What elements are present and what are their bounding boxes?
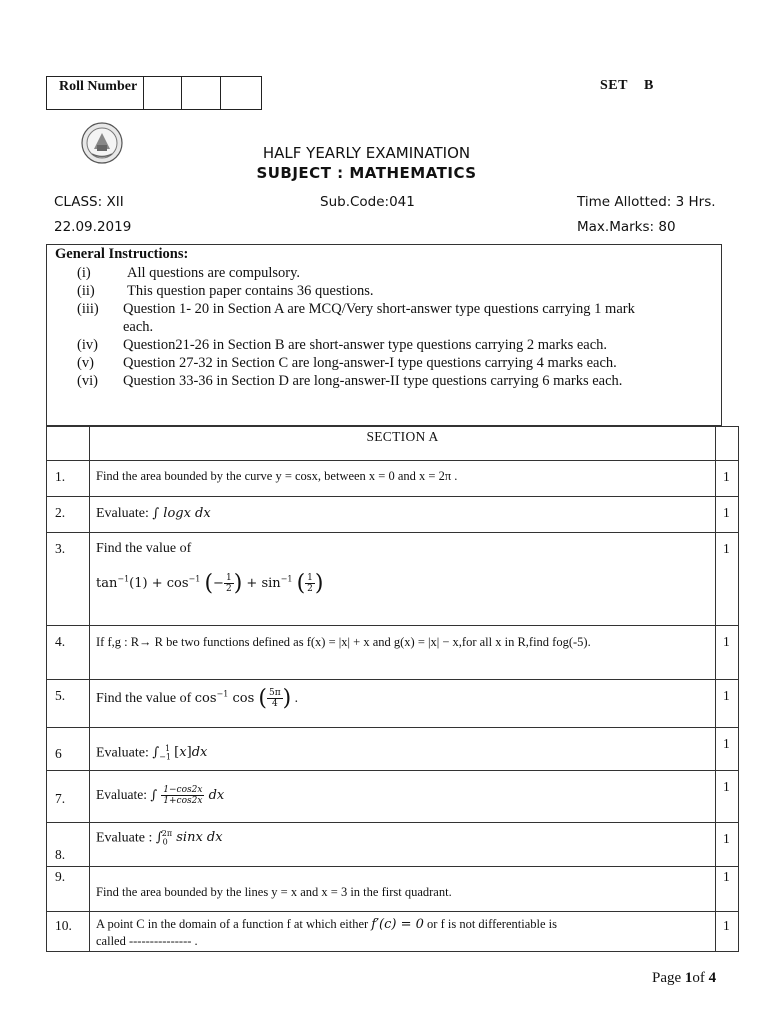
question-marks: 1	[716, 867, 739, 912]
set-value: B	[643, 78, 654, 93]
instruction-text: All questions are compulsory.	[127, 265, 301, 281]
page-prefix: Page	[652, 970, 685, 986]
class-label: CLASS: XII	[54, 194, 124, 210]
question-text	[90, 823, 716, 867]
exam-title: HALF YEARLY EXAMINATION	[262, 144, 471, 162]
table-row	[47, 533, 739, 626]
question-marks: 1	[716, 823, 739, 867]
math-expression: ∫ logx dx	[152, 506, 211, 521]
question-prefix: Evaluate :	[96, 830, 156, 846]
table-row	[47, 461, 739, 497]
question-number: 4.	[47, 626, 90, 680]
roll-number-label: Roll Number	[47, 77, 144, 109]
instruction-number: (iv)	[77, 337, 98, 353]
question-marks: 1	[716, 497, 739, 533]
exam-date: 22.09.2019	[54, 219, 132, 235]
instruction-number: (i)	[77, 265, 91, 281]
max-marks: Max.Marks: 80	[577, 219, 676, 235]
question-prefix: Evaluate:	[96, 506, 153, 521]
question-number: 9.	[47, 867, 90, 912]
roll-number-cell	[221, 77, 261, 109]
page-number	[652, 970, 716, 987]
table-row	[47, 497, 739, 533]
question-marks: 1	[716, 533, 739, 626]
roll-number-cell	[144, 77, 182, 109]
instruction-text: This question paper contains 36 questions.	[127, 283, 374, 299]
table-row	[47, 626, 739, 680]
table-row	[47, 680, 739, 728]
table-row	[47, 912, 739, 952]
instruction-number: (v)	[77, 355, 94, 371]
question-text	[90, 497, 716, 533]
question-text: Find the area bounded by the curve y = cosx, between x = 0 and x = 2π .	[90, 461, 716, 497]
instruction-text: Question 27-32 in Section C are long-answer-I type questions carrying 4 marks each.	[123, 355, 617, 371]
question-text	[90, 728, 716, 771]
question-prefix: Find the value of	[96, 691, 195, 706]
math-expression: $\cos^{-1} \cos$ ( $\frac{5\pi}{4}$ )	[194, 686, 292, 711]
instruction-number: (vi)	[77, 373, 98, 389]
table-row	[47, 771, 739, 823]
question-number: 3.	[47, 533, 90, 626]
instructions-heading: General Instructions:	[55, 246, 189, 262]
question-marks: 1	[716, 771, 739, 823]
question-suffix: .	[294, 690, 298, 705]
question-text-part: called --------------- .	[96, 934, 198, 948]
question-prefix: Evaluate:	[96, 745, 153, 761]
table-row	[47, 728, 739, 771]
math-expression: $\int_{-1}^1$ [x]dx	[152, 744, 208, 762]
questions-table	[46, 426, 739, 952]
question-text	[90, 533, 716, 626]
math-expression: f′(c) = 0	[371, 917, 424, 932]
question-text	[90, 680, 716, 728]
question-number: 10.	[47, 912, 90, 952]
section-title: SECTION A	[90, 427, 716, 461]
section-header-row	[47, 427, 739, 461]
empty-cell	[47, 427, 90, 461]
question-number: 1.	[47, 461, 90, 497]
question-number: 7.	[47, 771, 90, 823]
subject-code: Sub.Code:041	[320, 194, 415, 210]
instruction-number: (iii)	[77, 301, 99, 317]
math-expression: $\int_0^{2\pi}$ sinx dx	[155, 829, 223, 847]
set-label	[600, 78, 654, 94]
time-allotted: Time Allotted: 3 Hrs.	[577, 194, 716, 210]
question-number: 5.	[47, 680, 90, 728]
question-marks: 1	[716, 680, 739, 728]
question-number: 8.	[47, 823, 90, 867]
question-number: 6	[47, 728, 90, 771]
question-text: Find the area bounded by the lines y = x and x = 3 in the first quadrant.	[90, 867, 716, 912]
question-marks: 1	[716, 728, 739, 771]
page-total: 4	[708, 970, 717, 986]
subject-title: SUBJECT : MATHEMATICS	[256, 164, 477, 182]
table-row	[47, 867, 739, 912]
question-text-part: or f is not differentiable is	[423, 917, 557, 931]
roll-number-cell	[182, 77, 220, 109]
question-marks: 1	[716, 626, 739, 680]
set-label-text: SET	[600, 78, 628, 93]
instruction-text: Question 33-36 in Section D are long-answer-II type questions carrying 6 marks each.	[123, 373, 623, 389]
question-text	[90, 912, 716, 952]
instruction-text: Question 1- 20 in Section A are MCQ/Very short-answer type questions carrying 1 mark	[123, 301, 635, 317]
question-text-part: A point C in the domain of a function f at which either	[96, 917, 372, 931]
question-prefix: Evaluate:	[96, 787, 151, 802]
question-marks: 1	[716, 461, 739, 497]
page-current: 1	[684, 970, 693, 986]
question-text: If f,g : R→ R be two functions defined as f(x) = |x| + x and g(x) = |x| − x,for all x in R,find fog(-5).	[90, 626, 716, 680]
question-text	[90, 771, 716, 823]
question-marks: 1	[716, 912, 739, 952]
roll-number-box	[46, 76, 262, 110]
table-row	[47, 823, 739, 867]
page-of: of	[692, 970, 705, 986]
instruction-text: each.	[123, 319, 154, 335]
instruction-number: (ii)	[77, 283, 95, 299]
math-expression: ∫ $\frac{1-\cos 2x}{1+\cos 2x}$ dx	[150, 785, 225, 806]
math-expression: $\tan^{-1}(1) + \cos^{-1}$ (− $\frac{1}{2}$ ) + $\sin^{-1}$ ( $\frac{1}{2}$ )	[96, 571, 324, 596]
instruction-text: Question21-26 in Section B are short-answer type questions carrying 2 marks each.	[123, 337, 608, 353]
empty-cell	[716, 427, 739, 461]
question-prefix: Find the value of	[96, 541, 192, 556]
question-number: 2.	[47, 497, 90, 533]
